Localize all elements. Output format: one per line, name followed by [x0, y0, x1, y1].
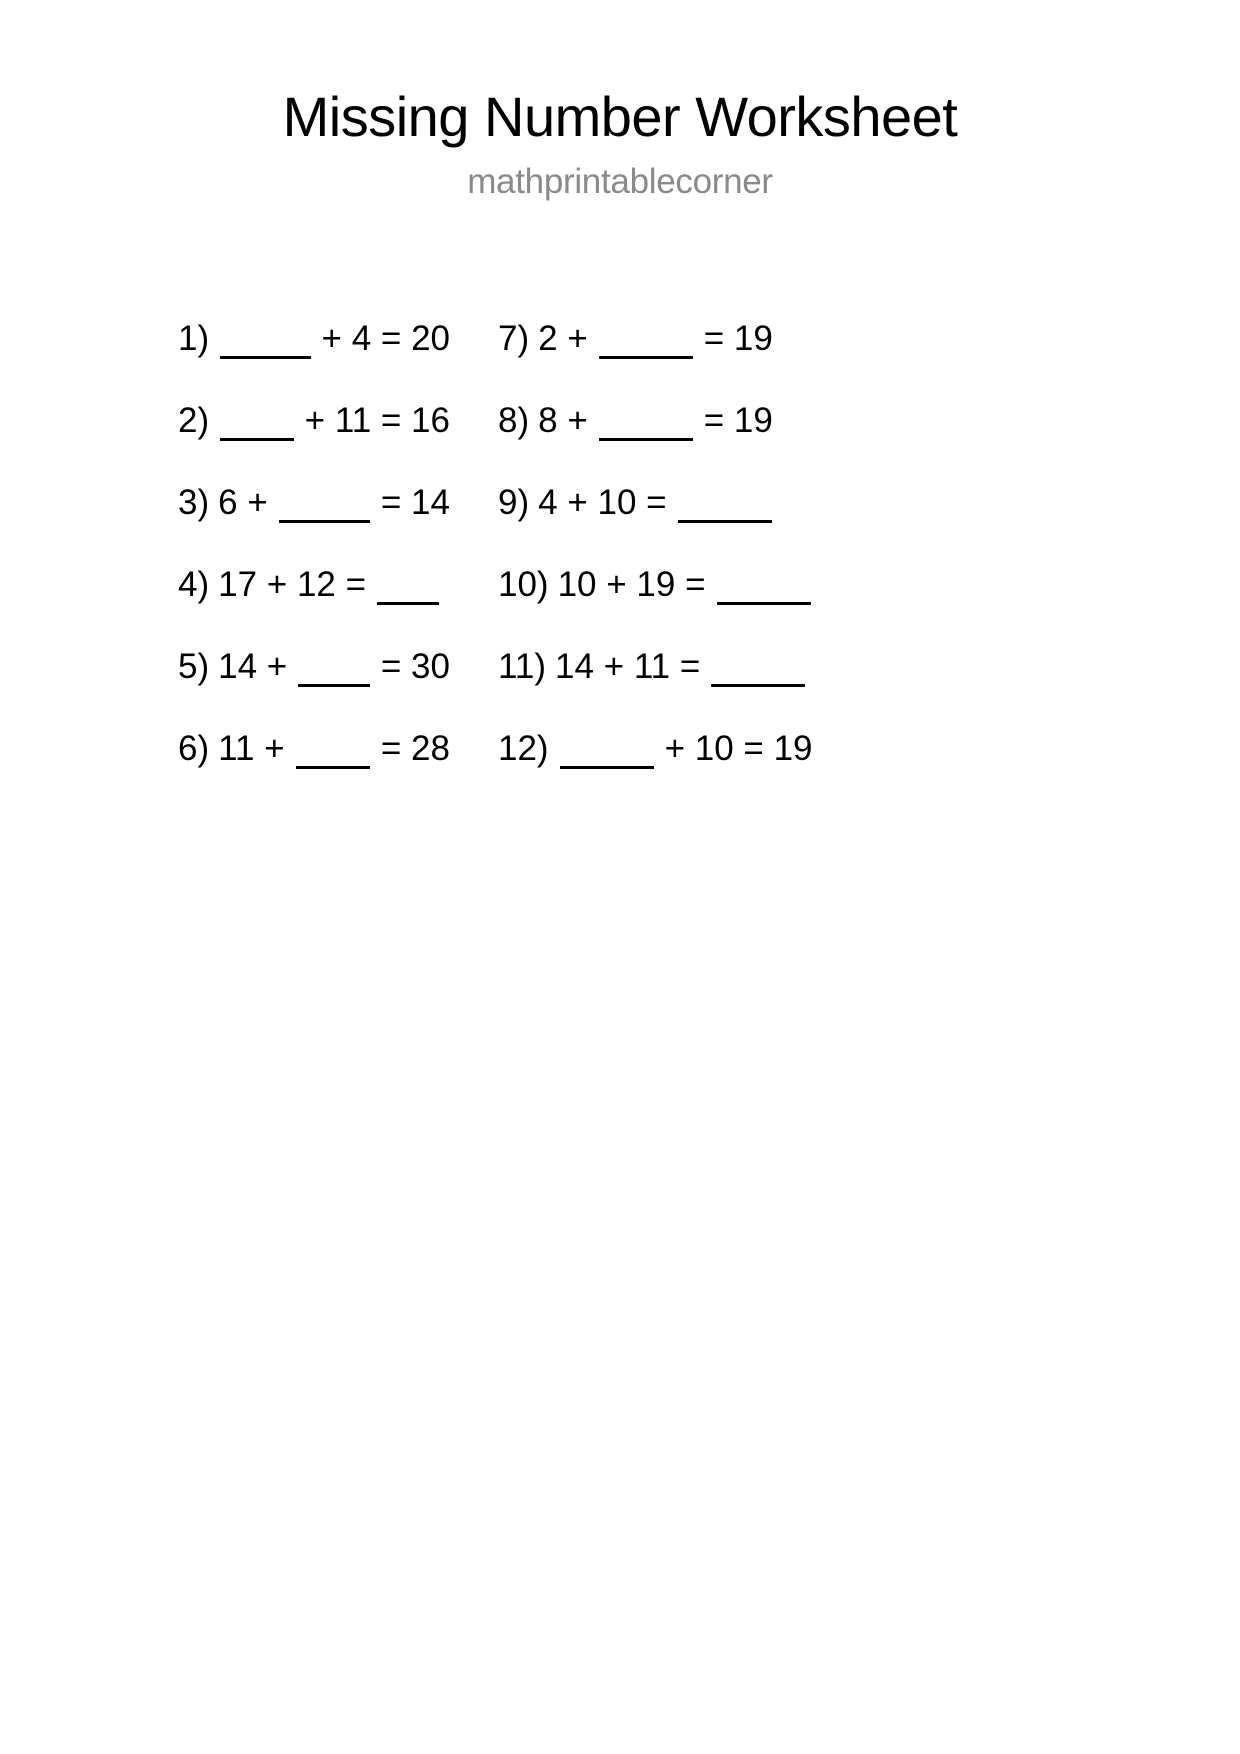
problem-expression: 17 + 12 = [218, 565, 367, 604]
problem-expression: + 11 = 16 [304, 401, 450, 440]
problem-number: 8) [498, 401, 530, 440]
problem-row [178, 380, 450, 462]
problem-number: 1) [178, 319, 210, 358]
problem-expression: + 4 = 20 [321, 319, 450, 358]
problem-row [498, 462, 1070, 544]
problem-expression: = 19 [703, 319, 773, 358]
problem-number: 6) [178, 729, 210, 768]
answer-blank[interactable] [220, 356, 310, 359]
problem-expression: 2 + [538, 319, 588, 358]
problem-expression: + 10 = 19 [664, 729, 813, 768]
answer-blank[interactable] [560, 766, 654, 769]
page-title: Missing Number Worksheet [282, 85, 958, 148]
problem-expression: 11 + [218, 729, 285, 768]
problem-number: 4) [178, 565, 210, 604]
right-column [450, 298, 1070, 790]
answer-blank[interactable] [599, 356, 693, 359]
problem-row [498, 708, 1070, 790]
problem-number: 2) [178, 401, 210, 440]
problem-expression: 14 + 11 = [555, 647, 701, 686]
answer-blank[interactable] [298, 684, 370, 687]
answer-blank[interactable] [678, 520, 772, 523]
problem-number: 12) [498, 729, 549, 768]
answer-blank[interactable] [711, 684, 805, 687]
problem-row [498, 544, 1070, 626]
answer-blank[interactable] [220, 438, 294, 441]
problem-expression: = 19 [703, 401, 773, 440]
answer-blank[interactable] [599, 438, 693, 441]
problem-row [498, 298, 1070, 380]
problem-expression: 8 + [538, 401, 588, 440]
problem-row [178, 626, 450, 708]
problem-number: 7) [498, 319, 530, 358]
problem-number: 3) [178, 483, 210, 522]
problem-expression: 10 + 19 = [557, 565, 706, 604]
left-column [0, 298, 450, 790]
answer-blank[interactable] [279, 520, 370, 523]
problems-area [0, 298, 1240, 790]
problem-number: 9) [498, 483, 530, 522]
problem-row [178, 708, 450, 790]
answer-blank[interactable] [296, 766, 370, 769]
answer-blank[interactable] [717, 602, 811, 605]
problem-expression: 14 + [218, 647, 288, 686]
answer-blank[interactable] [377, 602, 439, 605]
problem-row [498, 626, 1070, 708]
problem-row [178, 298, 450, 380]
problem-expression: = 30 [380, 647, 450, 686]
problem-expression: = 28 [380, 729, 450, 768]
problem-expression: 4 + 10 = [538, 483, 667, 522]
page-subtitle: mathprintablecorner [467, 161, 773, 201]
problem-expression: = 14 [380, 483, 450, 522]
problem-expression: 6 + [218, 483, 268, 522]
problem-row [498, 380, 1070, 462]
problem-row [178, 462, 450, 544]
problem-row [178, 544, 450, 626]
problem-number: 11) [498, 647, 546, 686]
problem-number: 10) [498, 565, 549, 604]
problem-number: 5) [178, 647, 210, 686]
